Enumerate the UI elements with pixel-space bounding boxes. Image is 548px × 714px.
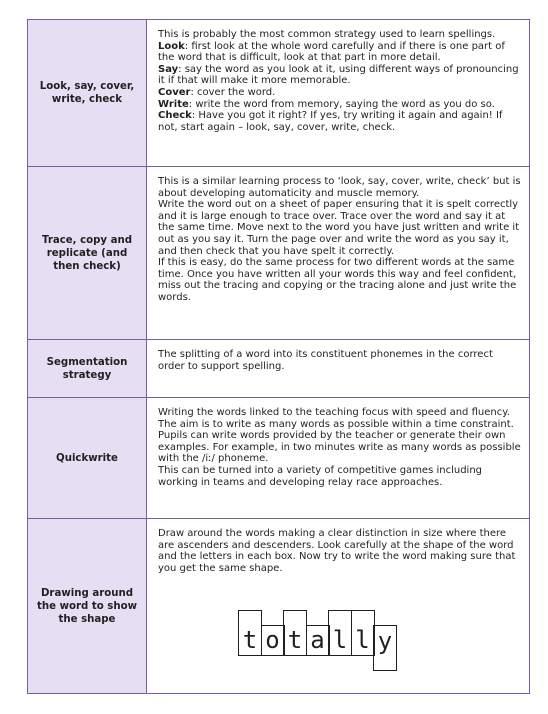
strategy-name: Trace, copy and replicate (and then check) bbox=[28, 167, 147, 340]
step-cover bbox=[158, 87, 521, 99]
strategy-name: Look, say, cover, write, check bbox=[28, 20, 147, 167]
description-paragraph: Writing the words linked to the teaching focus with speed and fluency. The aim is to write as many words as possible within a time constraint. Pupils can write words provided by the teacher or generate their own examples. For example, in two minutes write as many words as possible with the /iː/ phoneme. bbox=[158, 407, 521, 465]
table-row bbox=[28, 20, 530, 167]
strategy-description bbox=[147, 20, 530, 167]
strategy-name: Quickwrite bbox=[28, 398, 147, 519]
table-row bbox=[28, 519, 530, 694]
strategy-name: Drawing around the word to show the shape bbox=[28, 519, 147, 694]
step-look bbox=[158, 41, 521, 64]
step-text: : first look at the whole word carefully and if there is one part of the word that is difficult, look at that part in more detail. bbox=[158, 40, 505, 64]
step-term: Check bbox=[158, 110, 192, 122]
description-paragraph: This can be turned into a variety of competitive games including working in teams and developing relay race approaches. bbox=[158, 464, 483, 488]
table-row bbox=[28, 398, 530, 519]
letter-box-descender bbox=[373, 625, 397, 671]
step-term: Cover bbox=[158, 86, 191, 98]
letter: t bbox=[287, 625, 303, 654]
description-intro: This is probably the most common strategy used to learn spellings. bbox=[158, 29, 496, 40]
strategy-name: Segmentation strategy bbox=[28, 340, 147, 398]
description-paragraph: Draw around the words making a clear distinction in size where there are ascenders and descenders. Look carefully at the shape of the word and the letters in each box. Now try to write the word making sure that you get the same shape. bbox=[158, 528, 516, 574]
strategy-description bbox=[147, 167, 530, 340]
description-paragraph: This is a similar learning process to ‘look, say, cover, write, check’ but is about developing automaticity and muscle memory. bbox=[158, 176, 521, 199]
strategy-description bbox=[147, 340, 530, 398]
description-paragraph: Write the word out on a sheet of paper ensuring that it is spelt correctly and it is large enough to trace over. Trace over the word and say it at the same time. Move next to the word you have just written and write it out as you say it. Turn the page over and write the word as you say it, and then check that you have spelt it correctly. bbox=[158, 199, 520, 257]
letter-box-ascender bbox=[351, 610, 375, 656]
letter: l bbox=[332, 625, 348, 654]
letter-box-middle bbox=[261, 625, 285, 656]
letter: a bbox=[310, 626, 325, 655]
step-text: : say the word as you look at it, using different ways of pronouncing it if that will make it more memorable. bbox=[158, 63, 519, 87]
step-check bbox=[158, 110, 521, 133]
description-paragraph: The splitting of a word into its constituent phonemes in the correct order to support spelling. bbox=[158, 349, 493, 372]
step-term: Look bbox=[158, 40, 185, 52]
letter: o bbox=[265, 626, 280, 655]
strategy-description bbox=[147, 398, 530, 519]
strategy-table bbox=[27, 19, 530, 694]
letter: t bbox=[242, 625, 258, 654]
step-text: : write the word from memory, saying the word as you do so. bbox=[188, 98, 495, 110]
table-row bbox=[28, 340, 530, 398]
step-term: Say bbox=[158, 63, 179, 75]
letter-box-ascender bbox=[283, 610, 307, 656]
strategy-description bbox=[147, 519, 530, 694]
step-text: : cover the word. bbox=[190, 86, 276, 98]
table-row bbox=[28, 167, 530, 340]
step-text: : Have you got it right? If yes, try writing it again and again! If not, start again – look, say, cover, write, check. bbox=[158, 110, 503, 133]
letter-box-ascender bbox=[328, 610, 352, 656]
step-write bbox=[158, 99, 521, 111]
description-paragraph: If this is easy, do the same process for two different words at the same time. Once you have written all your words this way and feel confident, miss out the tracing and copying or the tracing alone and just write the words. bbox=[158, 257, 517, 303]
step-say bbox=[158, 64, 521, 87]
letter: y bbox=[377, 626, 393, 655]
word-shape-illustration bbox=[238, 610, 521, 671]
letter-box-middle bbox=[306, 625, 330, 656]
letter: l bbox=[355, 625, 370, 654]
letter-box-ascender bbox=[238, 610, 262, 656]
step-term: Write bbox=[158, 98, 189, 110]
